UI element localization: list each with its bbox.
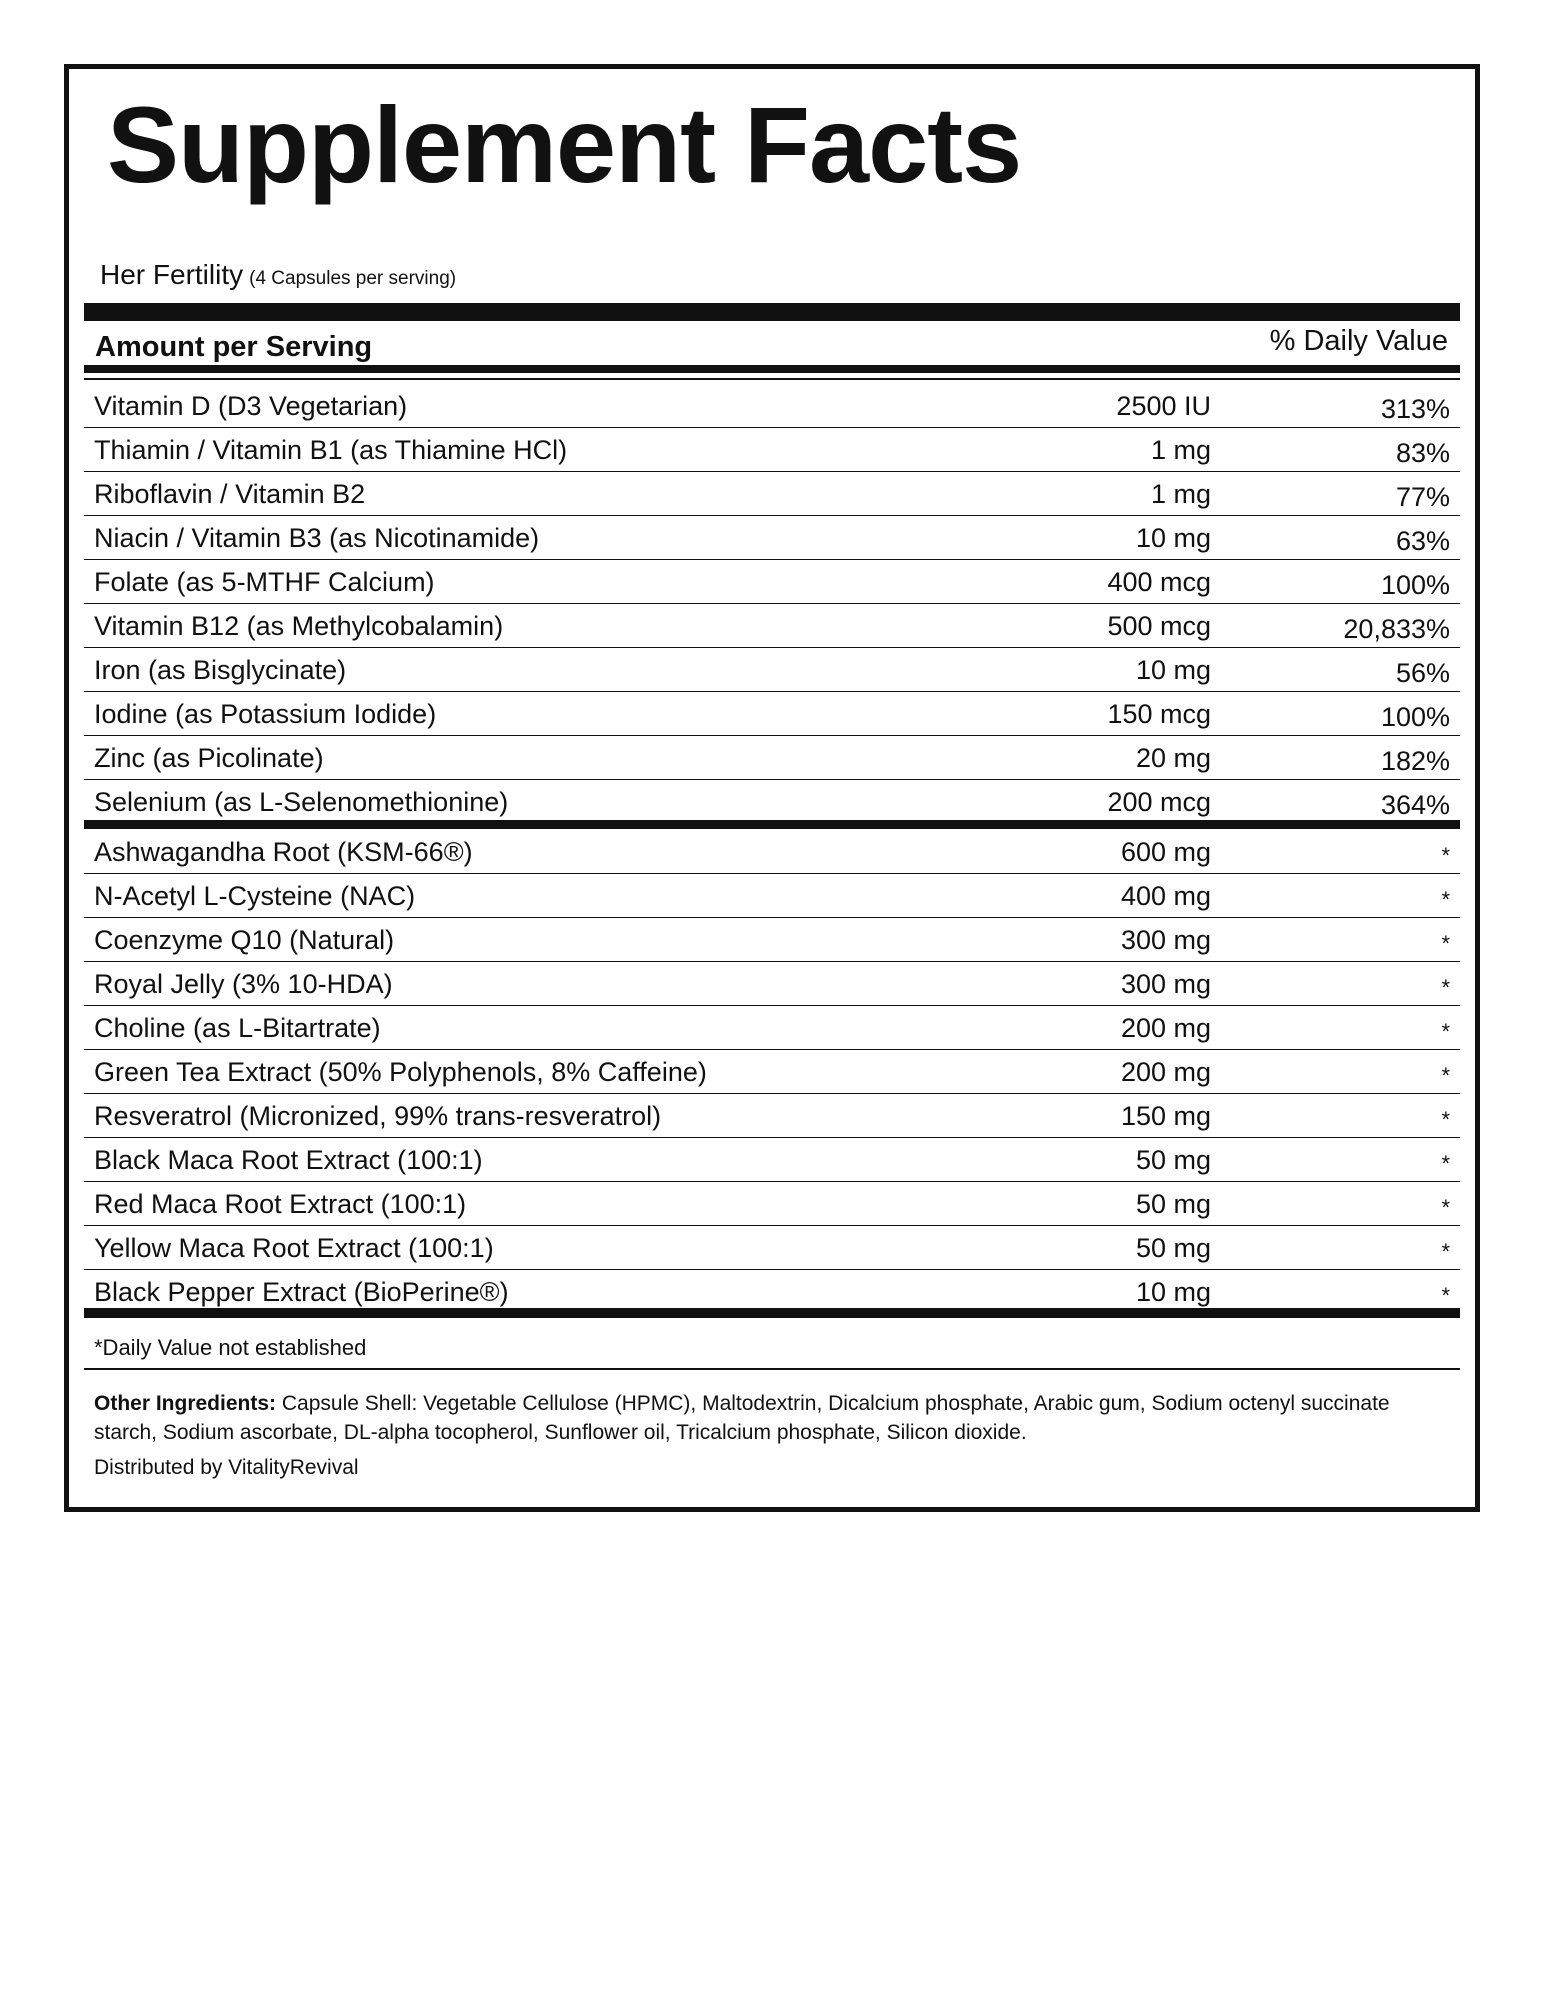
serving-line xyxy=(100,259,456,291)
vitamins-mineral-table xyxy=(84,384,1460,824)
table-row xyxy=(84,1094,1460,1138)
nutrient-daily-value: 364% xyxy=(1380,790,1450,820)
nutrient-amount: 1 mg xyxy=(1150,479,1211,509)
other-ingredients-label: Other Ingredients: xyxy=(94,1392,277,1415)
nutrient-name: Green Tea Extract (50% Polyphenols, 8% Caffeine) xyxy=(94,1057,707,1087)
nutrient-amount: 2500 IU xyxy=(1116,391,1211,421)
nutrient-daily-value: 100% xyxy=(1380,570,1450,600)
table-row xyxy=(84,692,1460,736)
amount-per-serving-header: Amount per Serving xyxy=(95,331,373,363)
supplement-facts-panel xyxy=(64,64,1480,1512)
table-row xyxy=(84,1182,1460,1226)
thick-divider-bottom xyxy=(84,1308,1460,1318)
nutrient-amount: 150 mg xyxy=(1120,1101,1211,1131)
table-row xyxy=(84,1050,1460,1094)
nutrient-daily-value: 83% xyxy=(1395,438,1450,468)
nutrient-daily-value: * xyxy=(1441,1239,1450,1264)
other-actives-table xyxy=(84,830,1460,1314)
table-row xyxy=(84,1006,1460,1050)
nutrient-name: Folate (as 5-MTHF Calcium) xyxy=(94,567,435,597)
nutrient-amount: 50 mg xyxy=(1135,1233,1211,1263)
nutrient-amount: 400 mcg xyxy=(1107,567,1211,597)
nutrient-daily-value: 182% xyxy=(1380,746,1450,776)
nutrient-amount: 10 mg xyxy=(1135,523,1211,553)
table-row xyxy=(84,962,1460,1006)
other-ingredients xyxy=(94,1389,1424,1448)
nutrient-name: Iodine (as Potassium Iodide) xyxy=(94,699,437,729)
nutrient-name: Black Pepper Extract (BioPerine®) xyxy=(94,1277,509,1307)
nutrient-amount: 200 mg xyxy=(1120,1057,1211,1087)
nutrient-name: Royal Jelly (3% 10-HDA) xyxy=(94,969,393,999)
nutrient-name: Niacin / Vitamin B3 (as Nicotinamide) xyxy=(94,523,540,553)
nutrient-daily-value: * xyxy=(1441,1151,1450,1176)
nutrient-daily-value: * xyxy=(1441,975,1450,1000)
nutrient-daily-value: 63% xyxy=(1395,526,1450,556)
nutrient-name: N-Acetyl L-Cysteine (NAC) xyxy=(94,881,416,911)
table-row xyxy=(84,472,1460,516)
serving-size: (4 Capsules per serving) xyxy=(249,268,457,289)
nutrient-name: Vitamin D (D3 Vegetarian) xyxy=(94,391,408,421)
nutrient-name: Selenium (as L-Selenomethionine) xyxy=(94,787,509,817)
footnote-divider xyxy=(84,1368,1460,1370)
table-row xyxy=(84,428,1460,472)
nutrient-name: Vitamin B12 (as Methylcobalamin) xyxy=(94,611,504,641)
table-row xyxy=(84,830,1460,874)
nutrient-name: Black Maca Root Extract (100:1) xyxy=(94,1145,483,1175)
table-row xyxy=(84,560,1460,604)
nutrient-amount: 300 mg xyxy=(1120,925,1211,955)
header-divider xyxy=(84,365,1460,373)
nutrient-amount: 600 mg xyxy=(1120,837,1211,867)
nutrient-amount: 1 mg xyxy=(1150,435,1211,465)
daily-value-footnote: *Daily Value not established xyxy=(94,1335,367,1360)
nutrient-name: Riboflavin / Vitamin B2 xyxy=(94,479,366,509)
nutrient-daily-value: 20,833% xyxy=(1343,614,1450,644)
nutrient-amount: 10 mg xyxy=(1135,655,1211,685)
panel-title: Supplement Facts xyxy=(107,84,1022,205)
table-row xyxy=(84,736,1460,780)
nutrient-amount: 50 mg xyxy=(1135,1189,1211,1219)
nutrient-name: Zinc (as Picolinate) xyxy=(94,743,324,773)
nutrient-name: Choline (as L-Bitartrate) xyxy=(94,1013,381,1043)
other-ingredients-text: Capsule Shell: Vegetable Cellulose (HPMC), Maltodextrin, Dicalcium phosphate, Arabic gum, Sodium octenyl succinate starch, Sodium ascorbate, DL-alpha tocopherol, Sunflower oil, Tricalcium phosphate, Silicon dioxide. xyxy=(94,1392,1390,1445)
nutrient-daily-value: * xyxy=(1441,1283,1450,1308)
nutrient-amount: 400 mg xyxy=(1120,881,1211,911)
nutrient-daily-value: * xyxy=(1441,1195,1450,1220)
nutrient-amount: 150 mcg xyxy=(1107,699,1211,729)
nutrient-name: Thiamin / Vitamin B1 (as Thiamine HCl) xyxy=(94,435,568,465)
table-row xyxy=(84,1138,1460,1182)
nutrient-daily-value: 56% xyxy=(1395,658,1450,688)
product-name: Her Fertility xyxy=(100,259,244,290)
table-row xyxy=(84,918,1460,962)
nutrient-amount: 20 mg xyxy=(1135,743,1211,773)
nutrient-name: Resveratrol (Micronized, 99% trans-resveratrol) xyxy=(94,1101,662,1131)
table-row xyxy=(84,780,1460,824)
nutrient-daily-value: * xyxy=(1441,931,1450,956)
nutrient-name: Coenzyme Q10 (Natural) xyxy=(94,925,395,955)
table-row xyxy=(84,384,1460,428)
nutrient-amount: 500 mcg xyxy=(1107,611,1211,641)
nutrient-daily-value: * xyxy=(1441,1019,1450,1044)
table-row xyxy=(84,874,1460,918)
nutrient-daily-value: * xyxy=(1441,1107,1450,1132)
nutrient-name: Red Maca Root Extract (100:1) xyxy=(94,1189,467,1219)
daily-value-header: % Daily Value xyxy=(1269,325,1448,357)
nutrient-daily-value: 313% xyxy=(1380,394,1450,424)
table-row xyxy=(84,516,1460,560)
nutrient-name: Ashwagandha Root (KSM-66®) xyxy=(94,837,473,867)
nutrient-amount: 10 mg xyxy=(1135,1277,1211,1307)
nutrient-daily-value: 100% xyxy=(1380,702,1450,732)
section-divider xyxy=(84,820,1460,829)
nutrient-name: Iron (as Bisglycinate) xyxy=(94,655,347,685)
nutrient-daily-value: * xyxy=(1441,1063,1450,1088)
table-row xyxy=(84,648,1460,692)
table-row xyxy=(84,604,1460,648)
nutrient-amount: 300 mg xyxy=(1120,969,1211,999)
nutrient-amount: 200 mg xyxy=(1120,1013,1211,1043)
thick-divider-top xyxy=(84,303,1460,321)
nutrient-daily-value: * xyxy=(1441,887,1450,912)
nutrient-daily-value: * xyxy=(1441,843,1450,868)
nutrient-amount: 200 mcg xyxy=(1107,787,1211,817)
table-row xyxy=(84,1226,1460,1270)
nutrient-daily-value: 77% xyxy=(1395,482,1450,512)
nutrient-name: Yellow Maca Root Extract (100:1) xyxy=(94,1233,494,1263)
nutrient-amount: 50 mg xyxy=(1135,1145,1211,1175)
header-thin-divider xyxy=(84,378,1460,380)
distributor: Distributed by VitalityRevival xyxy=(94,1456,359,1479)
